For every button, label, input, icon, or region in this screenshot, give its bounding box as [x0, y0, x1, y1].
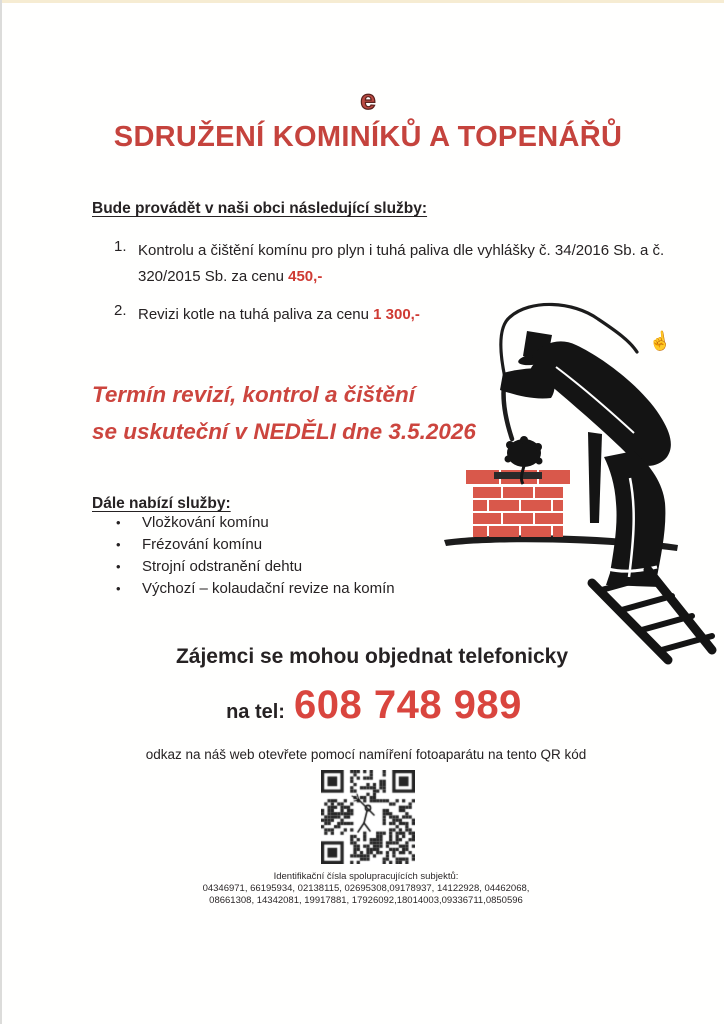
page-title: SDRUŽENÍ KOMINÍKŮ A TOPENÁŘŮ [113, 121, 623, 153]
bullet-icon: • [116, 559, 121, 574]
list-item-label: Strojní odstranění dehtu [142, 558, 303, 575]
bullet-icon: • [116, 537, 121, 552]
qr-caption: odkaz na náš web otevřete pomocí namíření fotoaparátu na tento QR kód [145, 747, 587, 762]
list-item-label: Výchozí – kolaudační revize na komín [142, 580, 395, 597]
association-logo-e: e [360, 84, 376, 115]
footer-ids-line1: 04346971, 66195934, 02138115, 02695308,09178937, 14122928, 04462068, [202, 883, 530, 894]
service-item-2-number: 2. [114, 302, 127, 319]
service-item-1-line2: 320/2015 Sb. za cenu [138, 268, 289, 285]
list-item [116, 578, 395, 600]
phone-label: na tel: [226, 701, 285, 723]
date-notice [92, 376, 476, 450]
hand-cursor-icon: ☝ [647, 329, 673, 353]
list-item-label: Frézování komínu [142, 536, 263, 553]
date-notice-line1: Termín revizí, kontrol a čištění [92, 382, 416, 407]
service-item-1-line1: Kontrolu a čištění komínu pro plyn i tuhá paliva dle vyhlášky č. 34/2016 Sb. a č. [138, 242, 665, 259]
contact-line: Zájemci se mohou objednat telefonicky [175, 645, 569, 668]
chimney-sweep-illustration [438, 293, 724, 673]
brick-chimney [466, 470, 570, 537]
footer-ids-line2: 08661308, 14342081, 19917881, 17926092,18014003,09336711,0850596 [209, 895, 523, 906]
date-notice-line2: se uskuteční v NEDĚLI dne 3.5.2026 [92, 419, 476, 444]
list-item-label: Vložkování komínu [142, 514, 269, 531]
list-item [116, 512, 395, 534]
list-item [116, 534, 395, 556]
footer-ids [4, 871, 724, 907]
service-item-1-number: 1. [114, 238, 127, 255]
service-item-2-line: Revizi kotle na tuhá paliva za cenu [138, 306, 374, 323]
footer-ids-heading: Identifikační čísla spolupracujících subjektů: [273, 871, 459, 882]
service-item-1-price: 450,- [288, 268, 323, 285]
service-item-1-text [138, 238, 678, 290]
services-heading: Bude provádět v naši obci následující služby: [92, 200, 428, 217]
scan-left-edge [0, 0, 2, 1024]
qr-code [321, 770, 415, 864]
list-item [116, 556, 395, 578]
service-item-2-price: 1 300,- [373, 306, 420, 323]
phone-number: 608 748 989 [293, 683, 522, 727]
phone-row [12, 683, 724, 728]
more-services-heading: Dále nabízí služby: [92, 495, 231, 512]
bullet-icon: • [116, 515, 121, 530]
more-services-list [116, 512, 395, 600]
scan-top-edge [0, 0, 724, 3]
bullet-icon: • [116, 581, 121, 596]
